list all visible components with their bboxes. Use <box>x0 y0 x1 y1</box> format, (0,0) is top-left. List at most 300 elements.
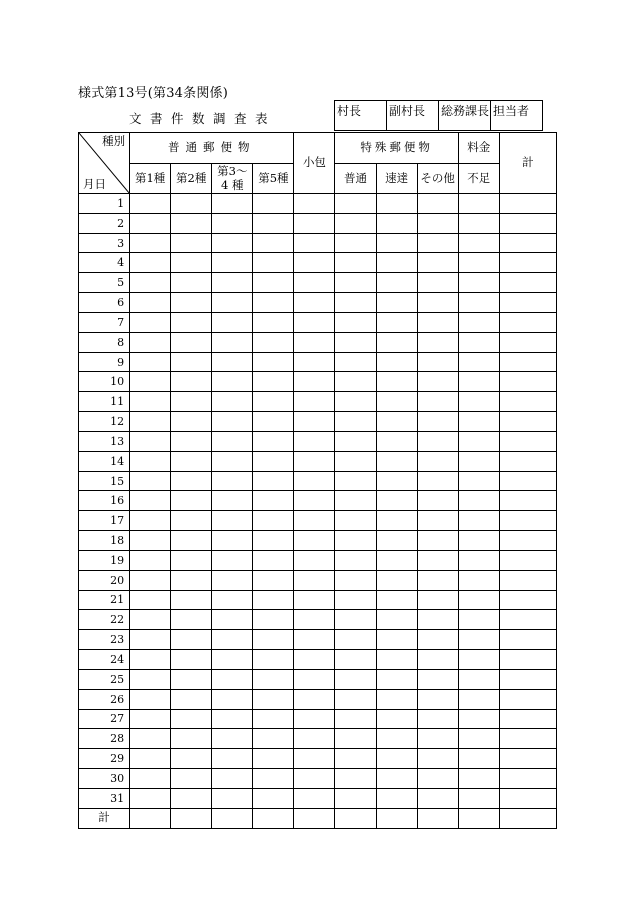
count-entry-cell[interactable] <box>212 531 253 551</box>
count-entry-cell[interactable] <box>212 570 253 590</box>
count-entry-cell[interactable] <box>499 550 556 570</box>
count-entry-cell[interactable] <box>335 213 376 233</box>
count-entry-cell[interactable] <box>499 273 556 293</box>
count-entry-cell[interactable] <box>458 392 499 412</box>
count-entry-cell[interactable] <box>253 293 294 313</box>
count-entry-cell[interactable] <box>376 570 417 590</box>
count-entry-cell[interactable] <box>294 392 335 412</box>
count-entry-cell[interactable] <box>499 788 556 808</box>
count-entry-cell[interactable] <box>253 749 294 769</box>
count-entry-cell[interactable] <box>417 273 458 293</box>
count-entry-cell[interactable] <box>458 689 499 709</box>
count-entry-cell[interactable] <box>376 689 417 709</box>
count-entry-cell[interactable] <box>376 511 417 531</box>
count-entry-cell[interactable] <box>130 610 171 630</box>
count-entry-cell[interactable] <box>335 194 376 214</box>
count-entry-cell[interactable] <box>294 788 335 808</box>
count-entry-cell[interactable] <box>376 253 417 273</box>
count-entry-cell[interactable] <box>253 491 294 511</box>
count-entry-cell[interactable] <box>212 610 253 630</box>
count-entry-cell[interactable] <box>294 650 335 670</box>
count-entry-cell[interactable] <box>294 550 335 570</box>
count-entry-cell[interactable] <box>130 412 171 432</box>
count-entry-cell[interactable] <box>171 610 212 630</box>
count-entry-cell[interactable] <box>417 570 458 590</box>
count-entry-cell[interactable] <box>253 332 294 352</box>
count-entry-cell[interactable] <box>171 412 212 432</box>
count-entry-cell[interactable] <box>417 372 458 392</box>
count-entry-cell[interactable] <box>335 451 376 471</box>
count-entry-cell[interactable] <box>294 610 335 630</box>
count-entry-cell[interactable] <box>376 610 417 630</box>
count-entry-cell[interactable] <box>417 392 458 412</box>
count-entry-cell[interactable] <box>499 709 556 729</box>
count-entry-cell[interactable] <box>171 253 212 273</box>
count-entry-cell[interactable] <box>171 491 212 511</box>
count-entry-cell[interactable] <box>212 471 253 491</box>
count-entry-cell[interactable] <box>499 570 556 590</box>
count-entry-cell[interactable] <box>458 352 499 372</box>
count-entry-cell[interactable] <box>417 233 458 253</box>
count-entry-cell[interactable] <box>499 491 556 511</box>
count-entry-cell[interactable] <box>253 233 294 253</box>
count-entry-cell[interactable] <box>253 312 294 332</box>
count-entry-cell[interactable] <box>335 749 376 769</box>
count-entry-cell[interactable] <box>130 253 171 273</box>
count-entry-cell[interactable] <box>499 511 556 531</box>
count-entry-cell[interactable] <box>294 729 335 749</box>
count-entry-cell[interactable] <box>212 293 253 313</box>
count-entry-cell[interactable] <box>171 729 212 749</box>
count-entry-cell[interactable] <box>458 293 499 313</box>
count-entry-cell[interactable] <box>417 610 458 630</box>
count-entry-cell[interactable] <box>171 392 212 412</box>
count-entry-cell[interactable] <box>130 233 171 253</box>
count-entry-cell[interactable] <box>458 709 499 729</box>
count-entry-cell[interactable] <box>212 431 253 451</box>
count-entry-cell[interactable] <box>335 352 376 372</box>
count-entry-cell[interactable] <box>499 412 556 432</box>
count-entry-cell[interactable] <box>130 689 171 709</box>
count-entry-cell[interactable] <box>458 610 499 630</box>
count-entry-cell[interactable] <box>499 689 556 709</box>
count-entry-cell[interactable] <box>212 273 253 293</box>
count-entry-cell[interactable] <box>212 650 253 670</box>
count-entry-cell[interactable] <box>458 194 499 214</box>
count-entry-cell[interactable] <box>499 213 556 233</box>
count-entry-cell[interactable] <box>212 352 253 372</box>
count-entry-cell[interactable] <box>253 451 294 471</box>
count-entry-cell[interactable] <box>294 412 335 432</box>
count-entry-cell[interactable] <box>335 590 376 610</box>
count-entry-cell[interactable] <box>458 669 499 689</box>
count-entry-cell[interactable] <box>212 253 253 273</box>
count-entry-cell[interactable] <box>171 689 212 709</box>
count-entry-cell[interactable] <box>253 590 294 610</box>
count-entry-cell[interactable] <box>171 630 212 650</box>
count-entry-cell[interactable] <box>212 590 253 610</box>
count-entry-cell[interactable] <box>335 332 376 352</box>
count-entry-cell[interactable] <box>130 788 171 808</box>
count-entry-cell[interactable] <box>130 372 171 392</box>
count-entry-cell[interactable] <box>499 451 556 471</box>
count-entry-cell[interactable] <box>212 392 253 412</box>
count-entry-cell[interactable] <box>294 352 335 372</box>
count-entry-cell[interactable] <box>499 253 556 273</box>
count-entry-cell[interactable] <box>499 312 556 332</box>
count-entry-cell[interactable] <box>171 372 212 392</box>
count-entry-cell[interactable] <box>417 332 458 352</box>
count-entry-cell[interactable] <box>253 511 294 531</box>
count-entry-cell[interactable] <box>376 550 417 570</box>
count-entry-cell[interactable] <box>499 749 556 769</box>
count-entry-cell[interactable] <box>458 471 499 491</box>
count-entry-cell[interactable] <box>130 531 171 551</box>
count-entry-cell[interactable] <box>294 769 335 789</box>
count-entry-cell[interactable] <box>212 233 253 253</box>
count-entry-cell[interactable] <box>499 431 556 451</box>
count-entry-cell[interactable] <box>130 729 171 749</box>
count-entry-cell[interactable] <box>171 570 212 590</box>
count-entry-cell[interactable] <box>499 531 556 551</box>
count-entry-cell[interactable] <box>212 412 253 432</box>
count-entry-cell[interactable] <box>335 471 376 491</box>
count-entry-cell[interactable] <box>417 650 458 670</box>
count-entry-cell[interactable] <box>376 669 417 689</box>
count-entry-cell[interactable] <box>417 769 458 789</box>
count-entry-cell[interactable] <box>335 570 376 590</box>
count-entry-cell[interactable] <box>130 669 171 689</box>
count-entry-cell[interactable] <box>417 630 458 650</box>
count-entry-cell[interactable] <box>294 749 335 769</box>
count-entry-cell[interactable] <box>376 392 417 412</box>
count-entry-cell[interactable] <box>294 709 335 729</box>
count-entry-cell[interactable] <box>417 788 458 808</box>
count-entry-cell[interactable] <box>212 749 253 769</box>
count-entry-cell[interactable] <box>376 531 417 551</box>
count-entry-cell[interactable] <box>376 352 417 372</box>
count-entry-cell[interactable] <box>335 769 376 789</box>
count-entry-cell[interactable] <box>212 194 253 214</box>
count-entry-cell[interactable] <box>294 531 335 551</box>
count-entry-cell[interactable] <box>458 253 499 273</box>
count-entry-cell[interactable] <box>499 669 556 689</box>
count-entry-cell[interactable] <box>417 293 458 313</box>
count-entry-cell[interactable] <box>171 431 212 451</box>
count-entry-cell[interactable] <box>376 769 417 789</box>
count-entry-cell[interactable] <box>171 194 212 214</box>
count-entry-cell[interactable] <box>376 233 417 253</box>
count-entry-cell[interactable] <box>335 709 376 729</box>
count-entry-cell[interactable] <box>335 669 376 689</box>
count-entry-cell[interactable] <box>253 689 294 709</box>
count-entry-cell[interactable] <box>417 491 458 511</box>
count-entry-cell[interactable] <box>458 273 499 293</box>
count-entry-cell[interactable] <box>458 590 499 610</box>
count-entry-cell[interactable] <box>335 491 376 511</box>
count-entry-cell[interactable] <box>458 570 499 590</box>
count-entry-cell[interactable] <box>130 293 171 313</box>
count-entry-cell[interactable] <box>253 431 294 451</box>
count-entry-cell[interactable] <box>417 749 458 769</box>
count-entry-cell[interactable] <box>130 630 171 650</box>
count-entry-cell[interactable] <box>458 729 499 749</box>
count-entry-cell[interactable] <box>335 412 376 432</box>
count-entry-cell[interactable] <box>458 412 499 432</box>
count-entry-cell[interactable] <box>294 590 335 610</box>
count-entry-cell[interactable] <box>171 709 212 729</box>
count-entry-cell[interactable] <box>294 491 335 511</box>
count-entry-cell[interactable] <box>171 213 212 233</box>
count-entry-cell[interactable] <box>335 431 376 451</box>
count-entry-cell[interactable] <box>417 590 458 610</box>
count-entry-cell[interactable] <box>130 808 171 828</box>
count-entry-cell[interactable] <box>458 332 499 352</box>
count-entry-cell[interactable] <box>376 273 417 293</box>
count-entry-cell[interactable] <box>417 194 458 214</box>
count-entry-cell[interactable] <box>171 273 212 293</box>
count-entry-cell[interactable] <box>499 650 556 670</box>
count-entry-cell[interactable] <box>376 213 417 233</box>
count-entry-cell[interactable] <box>171 471 212 491</box>
count-entry-cell[interactable] <box>417 451 458 471</box>
count-entry-cell[interactable] <box>253 650 294 670</box>
count-entry-cell[interactable] <box>294 511 335 531</box>
count-entry-cell[interactable] <box>130 352 171 372</box>
count-entry-cell[interactable] <box>294 808 335 828</box>
count-entry-cell[interactable] <box>294 233 335 253</box>
count-entry-cell[interactable] <box>171 451 212 471</box>
count-entry-cell[interactable] <box>335 293 376 313</box>
count-entry-cell[interactable] <box>130 590 171 610</box>
count-entry-cell[interactable] <box>458 312 499 332</box>
count-entry-cell[interactable] <box>458 788 499 808</box>
count-entry-cell[interactable] <box>294 332 335 352</box>
count-entry-cell[interactable] <box>253 550 294 570</box>
count-entry-cell[interactable] <box>212 709 253 729</box>
count-entry-cell[interactable] <box>376 729 417 749</box>
count-entry-cell[interactable] <box>335 610 376 630</box>
count-entry-cell[interactable] <box>212 550 253 570</box>
count-entry-cell[interactable] <box>212 769 253 789</box>
count-entry-cell[interactable] <box>171 332 212 352</box>
count-entry-cell[interactable] <box>294 471 335 491</box>
count-entry-cell[interactable] <box>253 213 294 233</box>
count-entry-cell[interactable] <box>253 808 294 828</box>
count-entry-cell[interactable] <box>458 372 499 392</box>
count-entry-cell[interactable] <box>171 511 212 531</box>
count-entry-cell[interactable] <box>376 332 417 352</box>
count-entry-cell[interactable] <box>130 451 171 471</box>
count-entry-cell[interactable] <box>499 372 556 392</box>
count-entry-cell[interactable] <box>130 431 171 451</box>
count-entry-cell[interactable] <box>253 531 294 551</box>
count-entry-cell[interactable] <box>253 729 294 749</box>
count-entry-cell[interactable] <box>294 312 335 332</box>
count-entry-cell[interactable] <box>335 650 376 670</box>
count-entry-cell[interactable] <box>458 550 499 570</box>
count-entry-cell[interactable] <box>294 293 335 313</box>
count-entry-cell[interactable] <box>294 451 335 471</box>
count-entry-cell[interactable] <box>253 709 294 729</box>
count-entry-cell[interactable] <box>499 332 556 352</box>
count-entry-cell[interactable] <box>294 253 335 273</box>
count-entry-cell[interactable] <box>212 630 253 650</box>
count-entry-cell[interactable] <box>376 808 417 828</box>
count-entry-cell[interactable] <box>499 769 556 789</box>
count-entry-cell[interactable] <box>212 312 253 332</box>
count-entry-cell[interactable] <box>376 451 417 471</box>
count-entry-cell[interactable] <box>171 352 212 372</box>
count-entry-cell[interactable] <box>335 630 376 650</box>
count-entry-cell[interactable] <box>417 352 458 372</box>
count-entry-cell[interactable] <box>335 233 376 253</box>
count-entry-cell[interactable] <box>212 213 253 233</box>
count-entry-cell[interactable] <box>212 669 253 689</box>
count-entry-cell[interactable] <box>130 491 171 511</box>
count-entry-cell[interactable] <box>417 531 458 551</box>
count-entry-cell[interactable] <box>294 194 335 214</box>
count-entry-cell[interactable] <box>253 392 294 412</box>
count-entry-cell[interactable] <box>212 372 253 392</box>
count-entry-cell[interactable] <box>376 788 417 808</box>
count-entry-cell[interactable] <box>171 312 212 332</box>
count-entry-cell[interactable] <box>294 630 335 650</box>
count-entry-cell[interactable] <box>417 729 458 749</box>
count-entry-cell[interactable] <box>294 689 335 709</box>
count-entry-cell[interactable] <box>171 233 212 253</box>
count-entry-cell[interactable] <box>253 273 294 293</box>
count-entry-cell[interactable] <box>417 213 458 233</box>
count-entry-cell[interactable] <box>212 788 253 808</box>
count-entry-cell[interactable] <box>499 590 556 610</box>
count-entry-cell[interactable] <box>130 392 171 412</box>
count-entry-cell[interactable] <box>458 650 499 670</box>
count-entry-cell[interactable] <box>171 669 212 689</box>
count-entry-cell[interactable] <box>130 570 171 590</box>
count-entry-cell[interactable] <box>171 769 212 789</box>
count-entry-cell[interactable] <box>376 312 417 332</box>
count-entry-cell[interactable] <box>376 749 417 769</box>
count-entry-cell[interactable] <box>499 729 556 749</box>
count-entry-cell[interactable] <box>417 669 458 689</box>
count-entry-cell[interactable] <box>417 412 458 432</box>
count-entry-cell[interactable] <box>417 689 458 709</box>
count-entry-cell[interactable] <box>171 808 212 828</box>
count-entry-cell[interactable] <box>335 511 376 531</box>
count-entry-cell[interactable] <box>212 491 253 511</box>
count-entry-cell[interactable] <box>335 808 376 828</box>
count-entry-cell[interactable] <box>294 273 335 293</box>
count-entry-cell[interactable] <box>130 471 171 491</box>
count-entry-cell[interactable] <box>376 431 417 451</box>
count-entry-cell[interactable] <box>171 550 212 570</box>
count-entry-cell[interactable] <box>294 570 335 590</box>
count-entry-cell[interactable] <box>253 788 294 808</box>
count-entry-cell[interactable] <box>171 749 212 769</box>
count-entry-cell[interactable] <box>335 372 376 392</box>
count-entry-cell[interactable] <box>335 253 376 273</box>
count-entry-cell[interactable] <box>253 412 294 432</box>
count-entry-cell[interactable] <box>335 273 376 293</box>
count-entry-cell[interactable] <box>499 610 556 630</box>
count-entry-cell[interactable] <box>212 332 253 352</box>
count-entry-cell[interactable] <box>130 194 171 214</box>
count-entry-cell[interactable] <box>212 451 253 471</box>
count-entry-cell[interactable] <box>458 769 499 789</box>
count-entry-cell[interactable] <box>376 293 417 313</box>
count-entry-cell[interactable] <box>499 194 556 214</box>
count-entry-cell[interactable] <box>253 630 294 650</box>
count-entry-cell[interactable] <box>130 709 171 729</box>
count-entry-cell[interactable] <box>458 531 499 551</box>
count-entry-cell[interactable] <box>171 293 212 313</box>
count-entry-cell[interactable] <box>458 491 499 511</box>
count-entry-cell[interactable] <box>376 491 417 511</box>
count-entry-cell[interactable] <box>417 253 458 273</box>
count-entry-cell[interactable] <box>335 312 376 332</box>
count-entry-cell[interactable] <box>499 392 556 412</box>
count-entry-cell[interactable] <box>458 808 499 828</box>
count-entry-cell[interactable] <box>212 808 253 828</box>
count-entry-cell[interactable] <box>499 808 556 828</box>
count-entry-cell[interactable] <box>335 689 376 709</box>
count-entry-cell[interactable] <box>294 431 335 451</box>
count-entry-cell[interactable] <box>294 372 335 392</box>
count-entry-cell[interactable] <box>130 213 171 233</box>
count-entry-cell[interactable] <box>253 570 294 590</box>
count-entry-cell[interactable] <box>335 550 376 570</box>
count-entry-cell[interactable] <box>253 669 294 689</box>
count-entry-cell[interactable] <box>376 630 417 650</box>
count-entry-cell[interactable] <box>253 352 294 372</box>
count-entry-cell[interactable] <box>130 273 171 293</box>
count-entry-cell[interactable] <box>335 392 376 412</box>
count-entry-cell[interactable] <box>171 650 212 670</box>
count-entry-cell[interactable] <box>376 372 417 392</box>
count-entry-cell[interactable] <box>458 749 499 769</box>
count-entry-cell[interactable] <box>376 709 417 729</box>
count-entry-cell[interactable] <box>376 412 417 432</box>
count-entry-cell[interactable] <box>212 729 253 749</box>
count-entry-cell[interactable] <box>376 194 417 214</box>
count-entry-cell[interactable] <box>253 194 294 214</box>
count-entry-cell[interactable] <box>499 352 556 372</box>
count-entry-cell[interactable] <box>458 511 499 531</box>
count-entry-cell[interactable] <box>376 590 417 610</box>
count-entry-cell[interactable] <box>212 511 253 531</box>
count-entry-cell[interactable] <box>253 769 294 789</box>
count-entry-cell[interactable] <box>335 788 376 808</box>
count-entry-cell[interactable] <box>130 550 171 570</box>
count-entry-cell[interactable] <box>417 471 458 491</box>
count-entry-cell[interactable] <box>499 293 556 313</box>
count-entry-cell[interactable] <box>130 749 171 769</box>
count-entry-cell[interactable] <box>130 511 171 531</box>
count-entry-cell[interactable] <box>130 650 171 670</box>
count-entry-cell[interactable] <box>458 630 499 650</box>
count-entry-cell[interactable] <box>294 213 335 233</box>
count-entry-cell[interactable] <box>417 431 458 451</box>
count-entry-cell[interactable] <box>171 788 212 808</box>
count-entry-cell[interactable] <box>458 233 499 253</box>
count-entry-cell[interactable] <box>130 332 171 352</box>
count-entry-cell[interactable] <box>171 590 212 610</box>
count-entry-cell[interactable] <box>253 253 294 273</box>
count-entry-cell[interactable] <box>171 531 212 551</box>
count-entry-cell[interactable] <box>417 550 458 570</box>
count-entry-cell[interactable] <box>376 471 417 491</box>
